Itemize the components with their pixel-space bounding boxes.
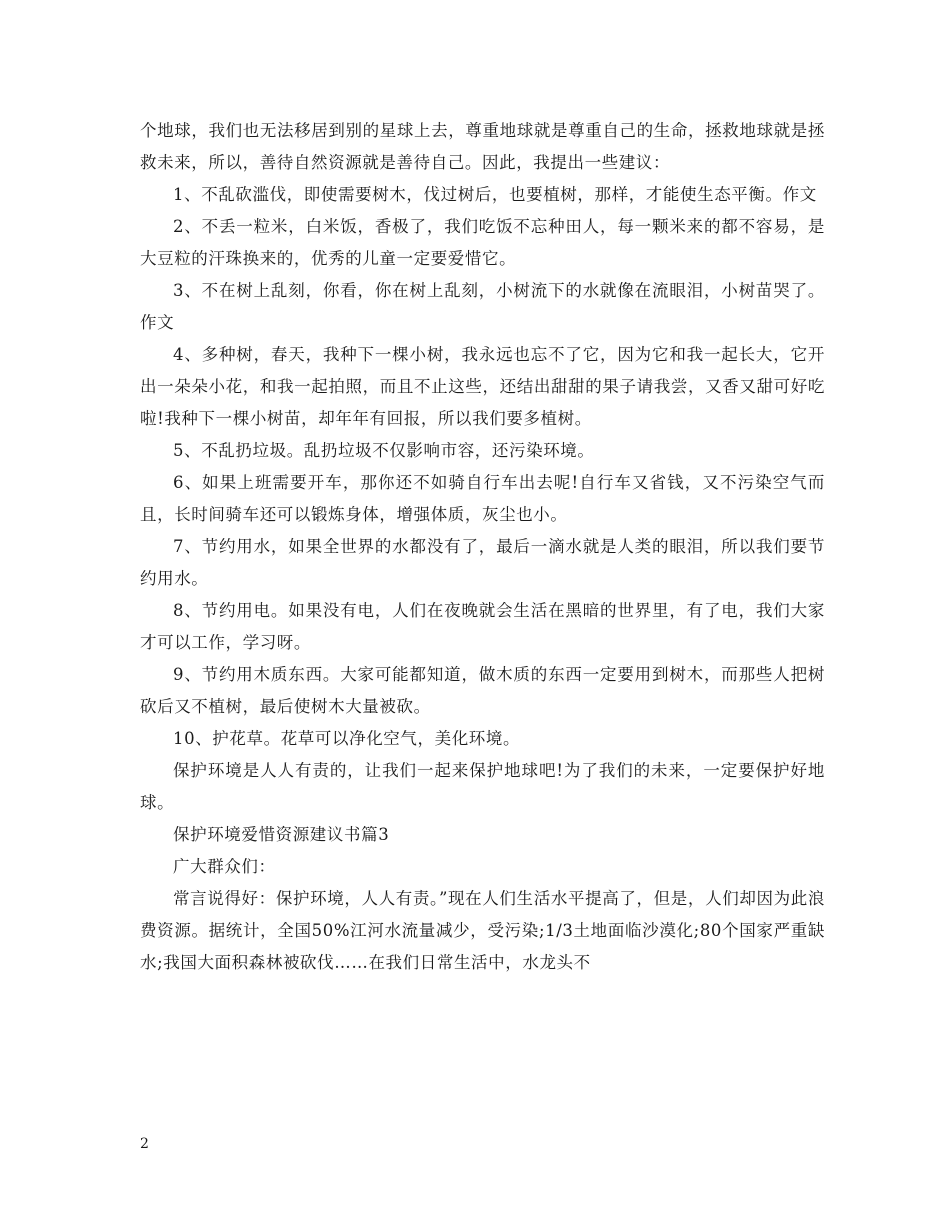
- paragraph-suggestion-7: 7、节约用水，如果全世界的水都没有了，最后一滴水就是人类的眼泪，所以我们要节约用水。: [140, 537, 825, 588]
- paragraph-suggestion-1: 1、不乱砍滥伐，即使需要树木，伐过树后，也要植树，那样，才能使生态平衡。作文: [173, 185, 817, 204]
- paragraph-suggestion-2: 2、不丢一粒米，白米饭，香极了，我们吃饭不忘种田人，每一颗米来的都不容易，是大豆粒的汗珠换来的，优秀的儿童一定要爱惜它。: [140, 217, 825, 268]
- paragraph-suggestion-4: 4、多种树，春天，我种下一棵小树，我永远也忘不了它，因为它和我一起长大，它开出一朵朵小花，和我一起拍照，而且不止这些，还结出甜甜的果子请我尝，又香又甜可好吃啦!我种下一棵小树苗，却年年有回报，所以我们要多植树。: [140, 345, 825, 428]
- paragraph-suggestion-5: 5、不乱扔垃圾。乱扔垃圾不仅影响市容，还污染环境。: [173, 441, 595, 460]
- paragraph-conclusion: 保护环境是人人有责的，让我们一起来保护地球吧!为了我们的未来，一定要保护好地球。: [140, 761, 825, 812]
- section-heading: 保护环境爱惜资源建议书篇3: [173, 825, 390, 844]
- document-body: [140, 115, 825, 979]
- page-number: 2: [140, 1136, 149, 1152]
- salutation: 广大群众们：: [173, 857, 276, 876]
- paragraph-suggestion-9: 9、节约用木质东西。大家可能都知道，做木质的东西一定要用到树木，而那些人把树砍后又不植树，最后使树木大量被砍。: [140, 665, 825, 716]
- paragraph-suggestion-6: 6、如果上班需要开车，那你还不如骑自行车出去呢!自行车又省钱，又不污染空气而且，长时间骑车还可以锻炼身体，增强体质，灰尘也小。: [140, 473, 825, 524]
- paragraph-suggestion-8: 8、节约用电。如果没有电，人们在夜晚就会生活在黑暗的世界里，有了电，我们大家才可以工作，学习呀。: [140, 601, 825, 652]
- paragraph-suggestion-3: 3、不在树上乱刻，你看，你在树上乱刻，小树流下的水就像在流眼泪，小树苗哭了。作文: [140, 281, 825, 332]
- paragraph-intro-continued: 个地球，我们也无法移居到别的星球上去，尊重地球就是尊重自己的生命，拯救地球就是拯救未来，所以，善待自然资源就是善待自己。因此，我提出一些建议：: [140, 121, 825, 172]
- paragraph-body-opening: 常言说得好：保护环境，人人有责。”现在人们生活水平提高了，但是，人们却因为此浪费资源。据统计，全国50%江河水流量减少，受污染;1/3土地面临沙漠化;80个国家严重缺水;我国大面积森林被砍伐……在我们日常生活中，水龙头不: [140, 889, 825, 972]
- paragraph-suggestion-10: 10、护花草。花草可以净化空气，美化环境。: [173, 729, 521, 748]
